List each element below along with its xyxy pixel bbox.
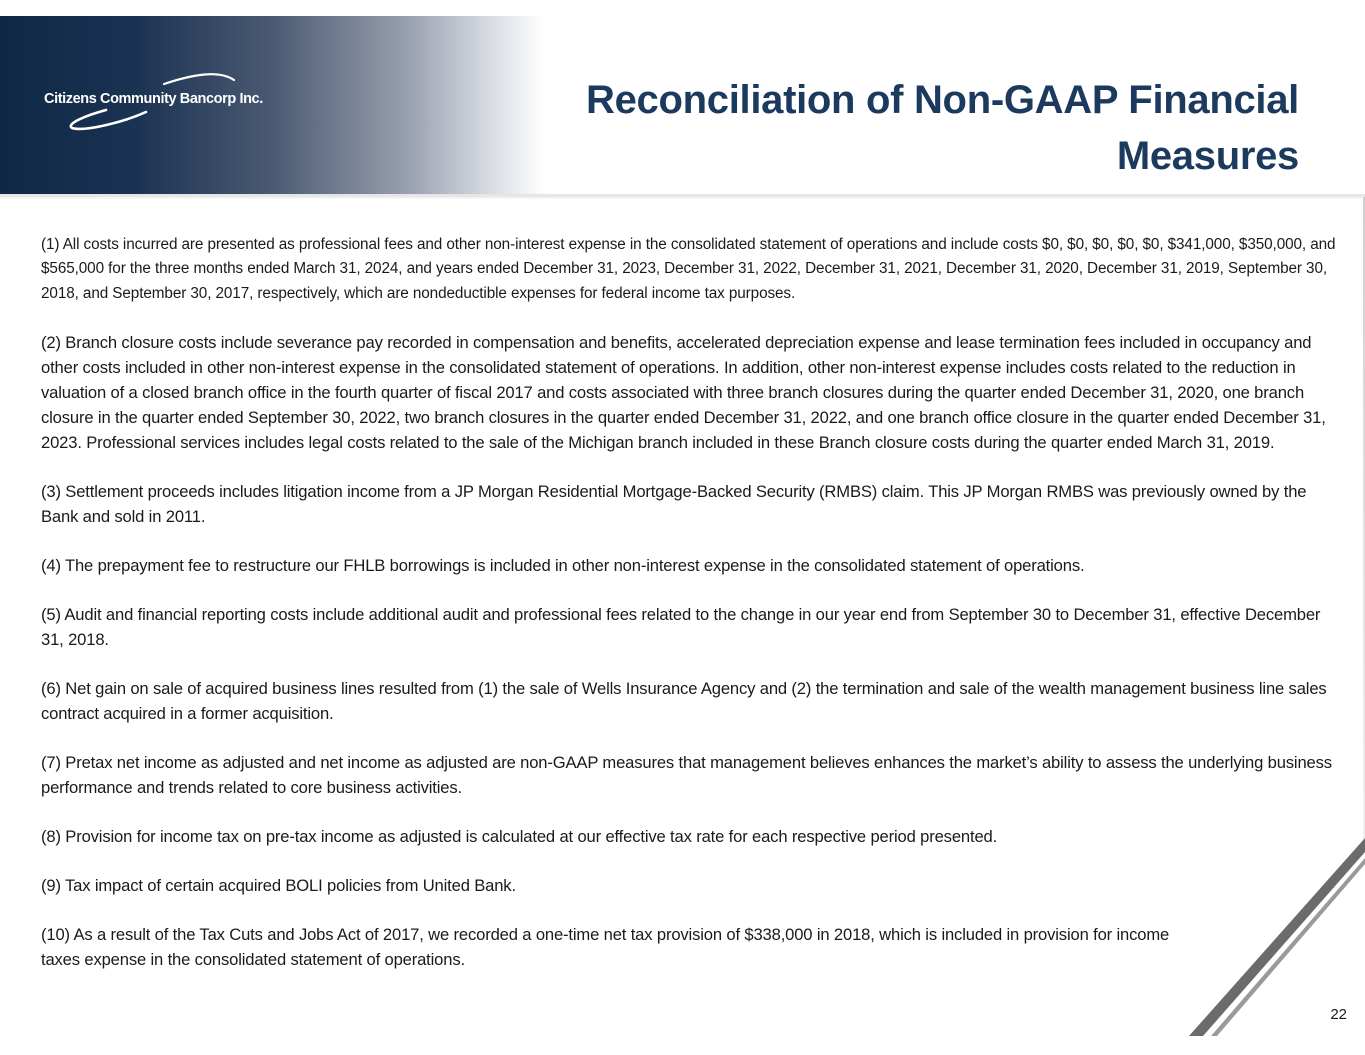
footnote-8: (8) Provision for income tax on pre-tax income as adjusted is calculated at our effective tax rate for each respective period presented. xyxy=(41,826,998,846)
logo-swoosh-icon xyxy=(44,72,284,142)
footnote-9: (9) Tax impact of certain acquired BOLI policies from United Bank. xyxy=(41,875,516,895)
footnote-4: (4) The prepayment fee to restructure our FHLB borrowings is included in other non-interest expense in the consolidated statement of operations. xyxy=(41,555,1085,575)
footnote-2: (2) Branch closure costs include severance pay recorded in compensation and benefits, accelerated depreciation expense and lease termination fees included in occupancy and other costs included in other non-interest expense in the consolidated statement of operations. In addition, other non-interest expense includes costs related to the reduction in valuation of a closed branch office in the fourth quarter of fiscal 2017 and costs associated with three branch closures during the quarter ended December 31, 2020, one branch closure in the quarter ended September 30, 2022, two branch closures in the quarter ended December 31, 2022, and one branch office closure in the quarter ended December 31, 2023. Professional services includes legal costs related to the sale of the Michigan branch included in these Branch closure costs during the quarter ended March 31, 2019. xyxy=(41,332,1326,452)
page-title: Reconciliation of Non-GAAP Financial Measures xyxy=(586,78,1299,178)
footnote-3: (3) Settlement proceeds includes litigation income from a JP Morgan Residential Mortgage-Backed Security (RMBS) claim. This JP Morgan RMBS was previously owned by the Bank and sold in 2011. xyxy=(41,481,1307,526)
logo-text: Citizens Community Bancorp Inc. xyxy=(44,91,263,107)
header-divider xyxy=(0,194,1365,197)
footnote-10: (10) As a result of the Tax Cuts and Jobs Act of 2017, we recorded a one-time net tax provision of $338,000 in 2018, which is included in provision for income taxes expense in the consolidated statement of operations. xyxy=(41,924,1170,969)
page-number: 22 xyxy=(1330,1006,1347,1023)
footnote-1: (1) All costs incurred are presented as professional fees and other non-interest expense in the consolidated statement of operations and include costs $0, $0, $0, $0, $0, $341,000, $350,000, and $565,000 for the three months ended March 31, 2024, and years ended December 31, 2023, December 31, 2022, December 31, 2021, December 31, 2020, December 31, 2019, September 30, 2018, and September 30, 2017, respectively, which are nondeductible expenses for federal income tax purposes. xyxy=(41,236,1336,302)
footnote-7: (7) Pretax net income as adjusted and net income as adjusted are non-GAAP measures that management believes enhances the market’s ability to assess the underlying business performance and trends related to core business activities. xyxy=(41,752,1332,797)
footnotes xyxy=(41,233,1343,996)
footnote-6: (6) Net gain on sale of acquired business lines resulted from (1) the sale of Wells Insurance Agency and (2) the termination and sale of the wealth management business line sales contract acquired in a former acquisition. xyxy=(41,678,1327,723)
footnote-5: (5) Audit and financial reporting costs include additional audit and professional fees related to the change in our year end from September 30 to December 31, effective December 31, 2018. xyxy=(41,604,1321,649)
company-logo xyxy=(44,72,284,142)
